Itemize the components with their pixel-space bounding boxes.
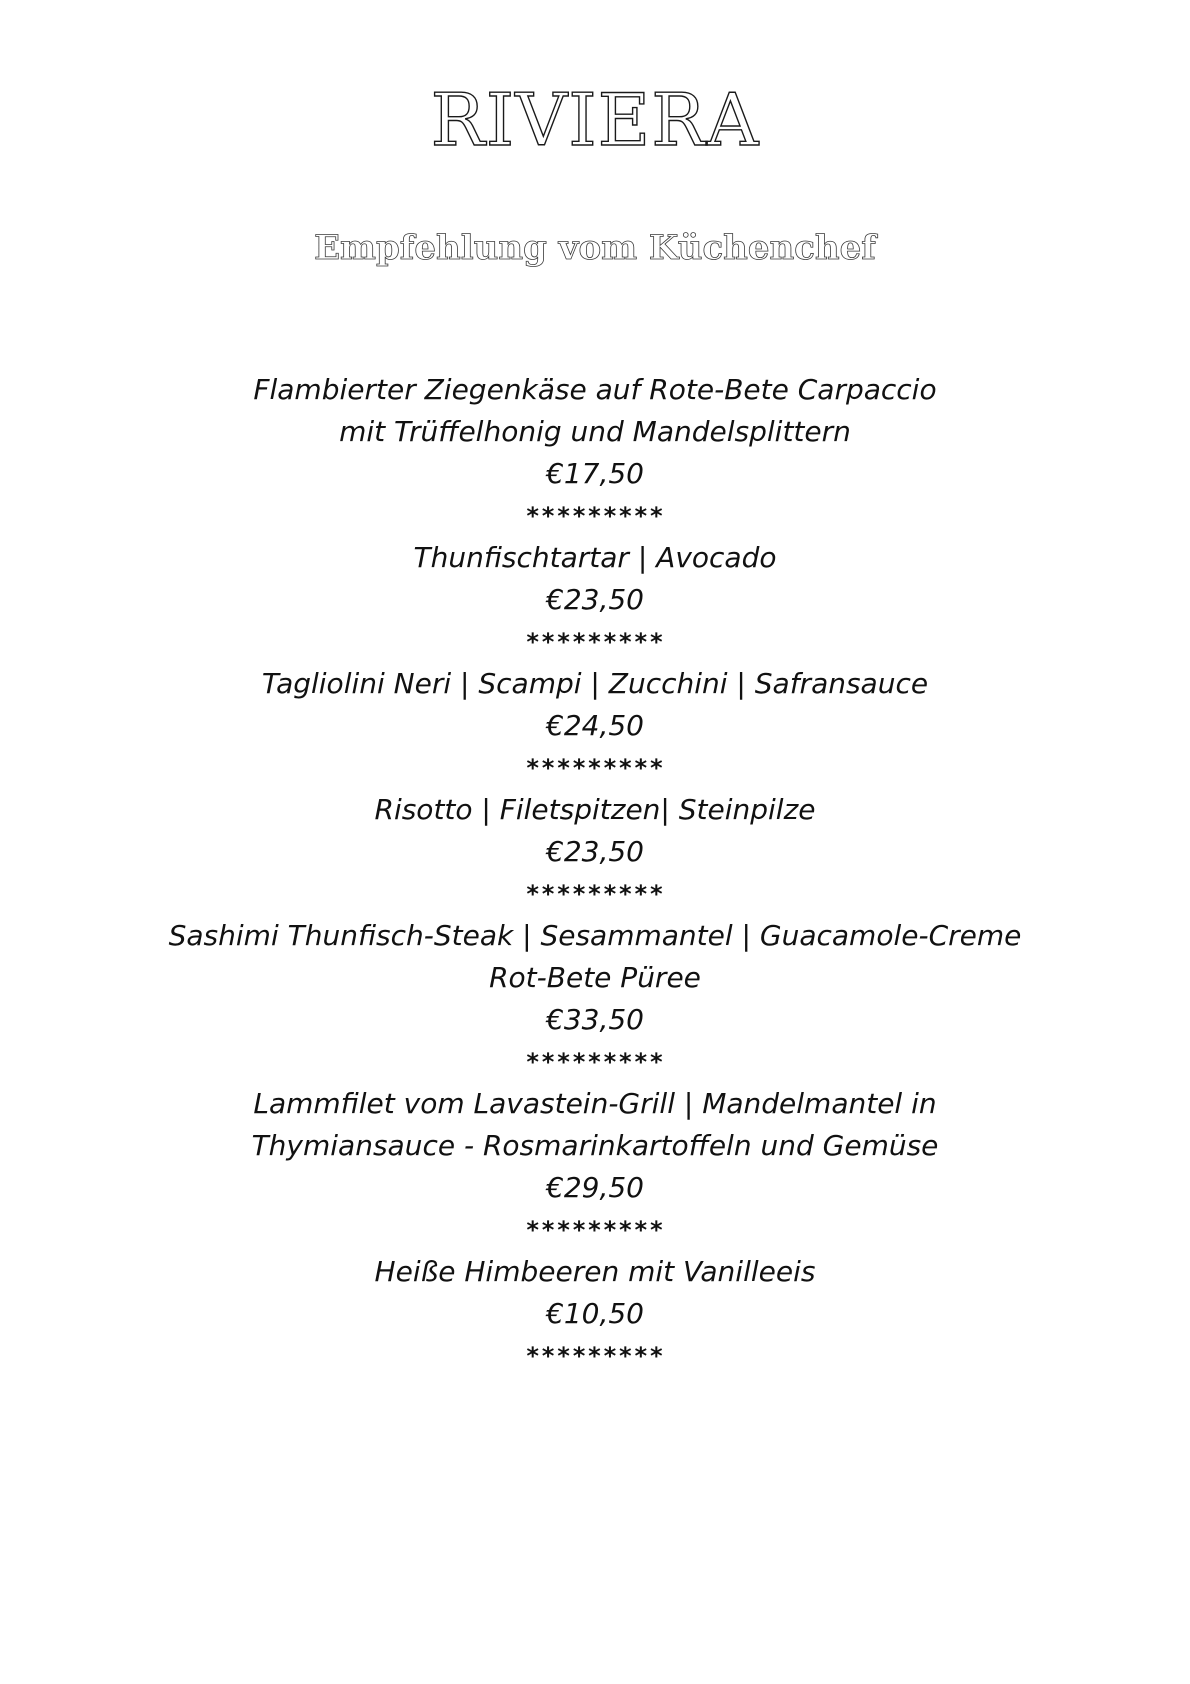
dish-item <box>0 537 1190 663</box>
dish-name-line: mit Trüffelhonig und Mandelsplittern <box>339 415 851 448</box>
dish-price: €24,50 <box>546 709 644 742</box>
separator: ********* <box>525 502 665 530</box>
separator: ********* <box>525 880 665 908</box>
dish-name-line: Sashimi Thunfisch-Steak | Sesammantel | Guacamole-Creme <box>168 919 1022 952</box>
dish-price: €17,50 <box>546 457 644 490</box>
dish-price: €29,50 <box>546 1171 644 1204</box>
dish-name-line: Thunfischtartar | Avocado <box>413 541 777 574</box>
restaurant-title: RIVIERA <box>430 78 760 162</box>
dish-price: €23,50 <box>546 583 644 616</box>
dish-name-line: Thymiansauce - Rosmarinkartoffeln und Gemüse <box>251 1129 939 1162</box>
dish-item <box>0 369 1190 537</box>
dish-name-line: Rot-Bete Püree <box>489 961 701 994</box>
menu-subtitle: Empfehlung vom Küchenchef <box>314 228 876 268</box>
dish-price: €23,50 <box>546 835 644 868</box>
dish-item <box>0 789 1190 915</box>
separator: ********* <box>525 628 665 656</box>
dish-name-line: Lammfilet vom Lavastein-Grill | Mandelmantel in <box>253 1087 937 1120</box>
separator: ********* <box>525 1216 665 1244</box>
dish-name-line: Tagliolini Neri | Scampi | Zucchini | Safransauce <box>261 667 929 700</box>
dish-name-line: Flambierter Ziegenkäse auf Rote-Bete Carpaccio <box>253 373 937 406</box>
dish-name-line: Heiße Himbeeren mit Vanilleeis <box>374 1255 816 1288</box>
separator: ********* <box>525 1342 665 1370</box>
dish-price: €10,50 <box>546 1297 644 1330</box>
separator: ********* <box>525 754 665 782</box>
dish-item <box>0 663 1190 789</box>
dish-list <box>0 369 1190 1377</box>
dish-name-line: Risotto | Filetspitzen| Steinpilze <box>374 793 816 826</box>
dish-item <box>0 1251 1190 1377</box>
dish-price: €33,50 <box>546 1003 644 1036</box>
dish-item <box>0 915 1190 1083</box>
separator: ********* <box>525 1048 665 1076</box>
dish-item <box>0 1083 1190 1251</box>
